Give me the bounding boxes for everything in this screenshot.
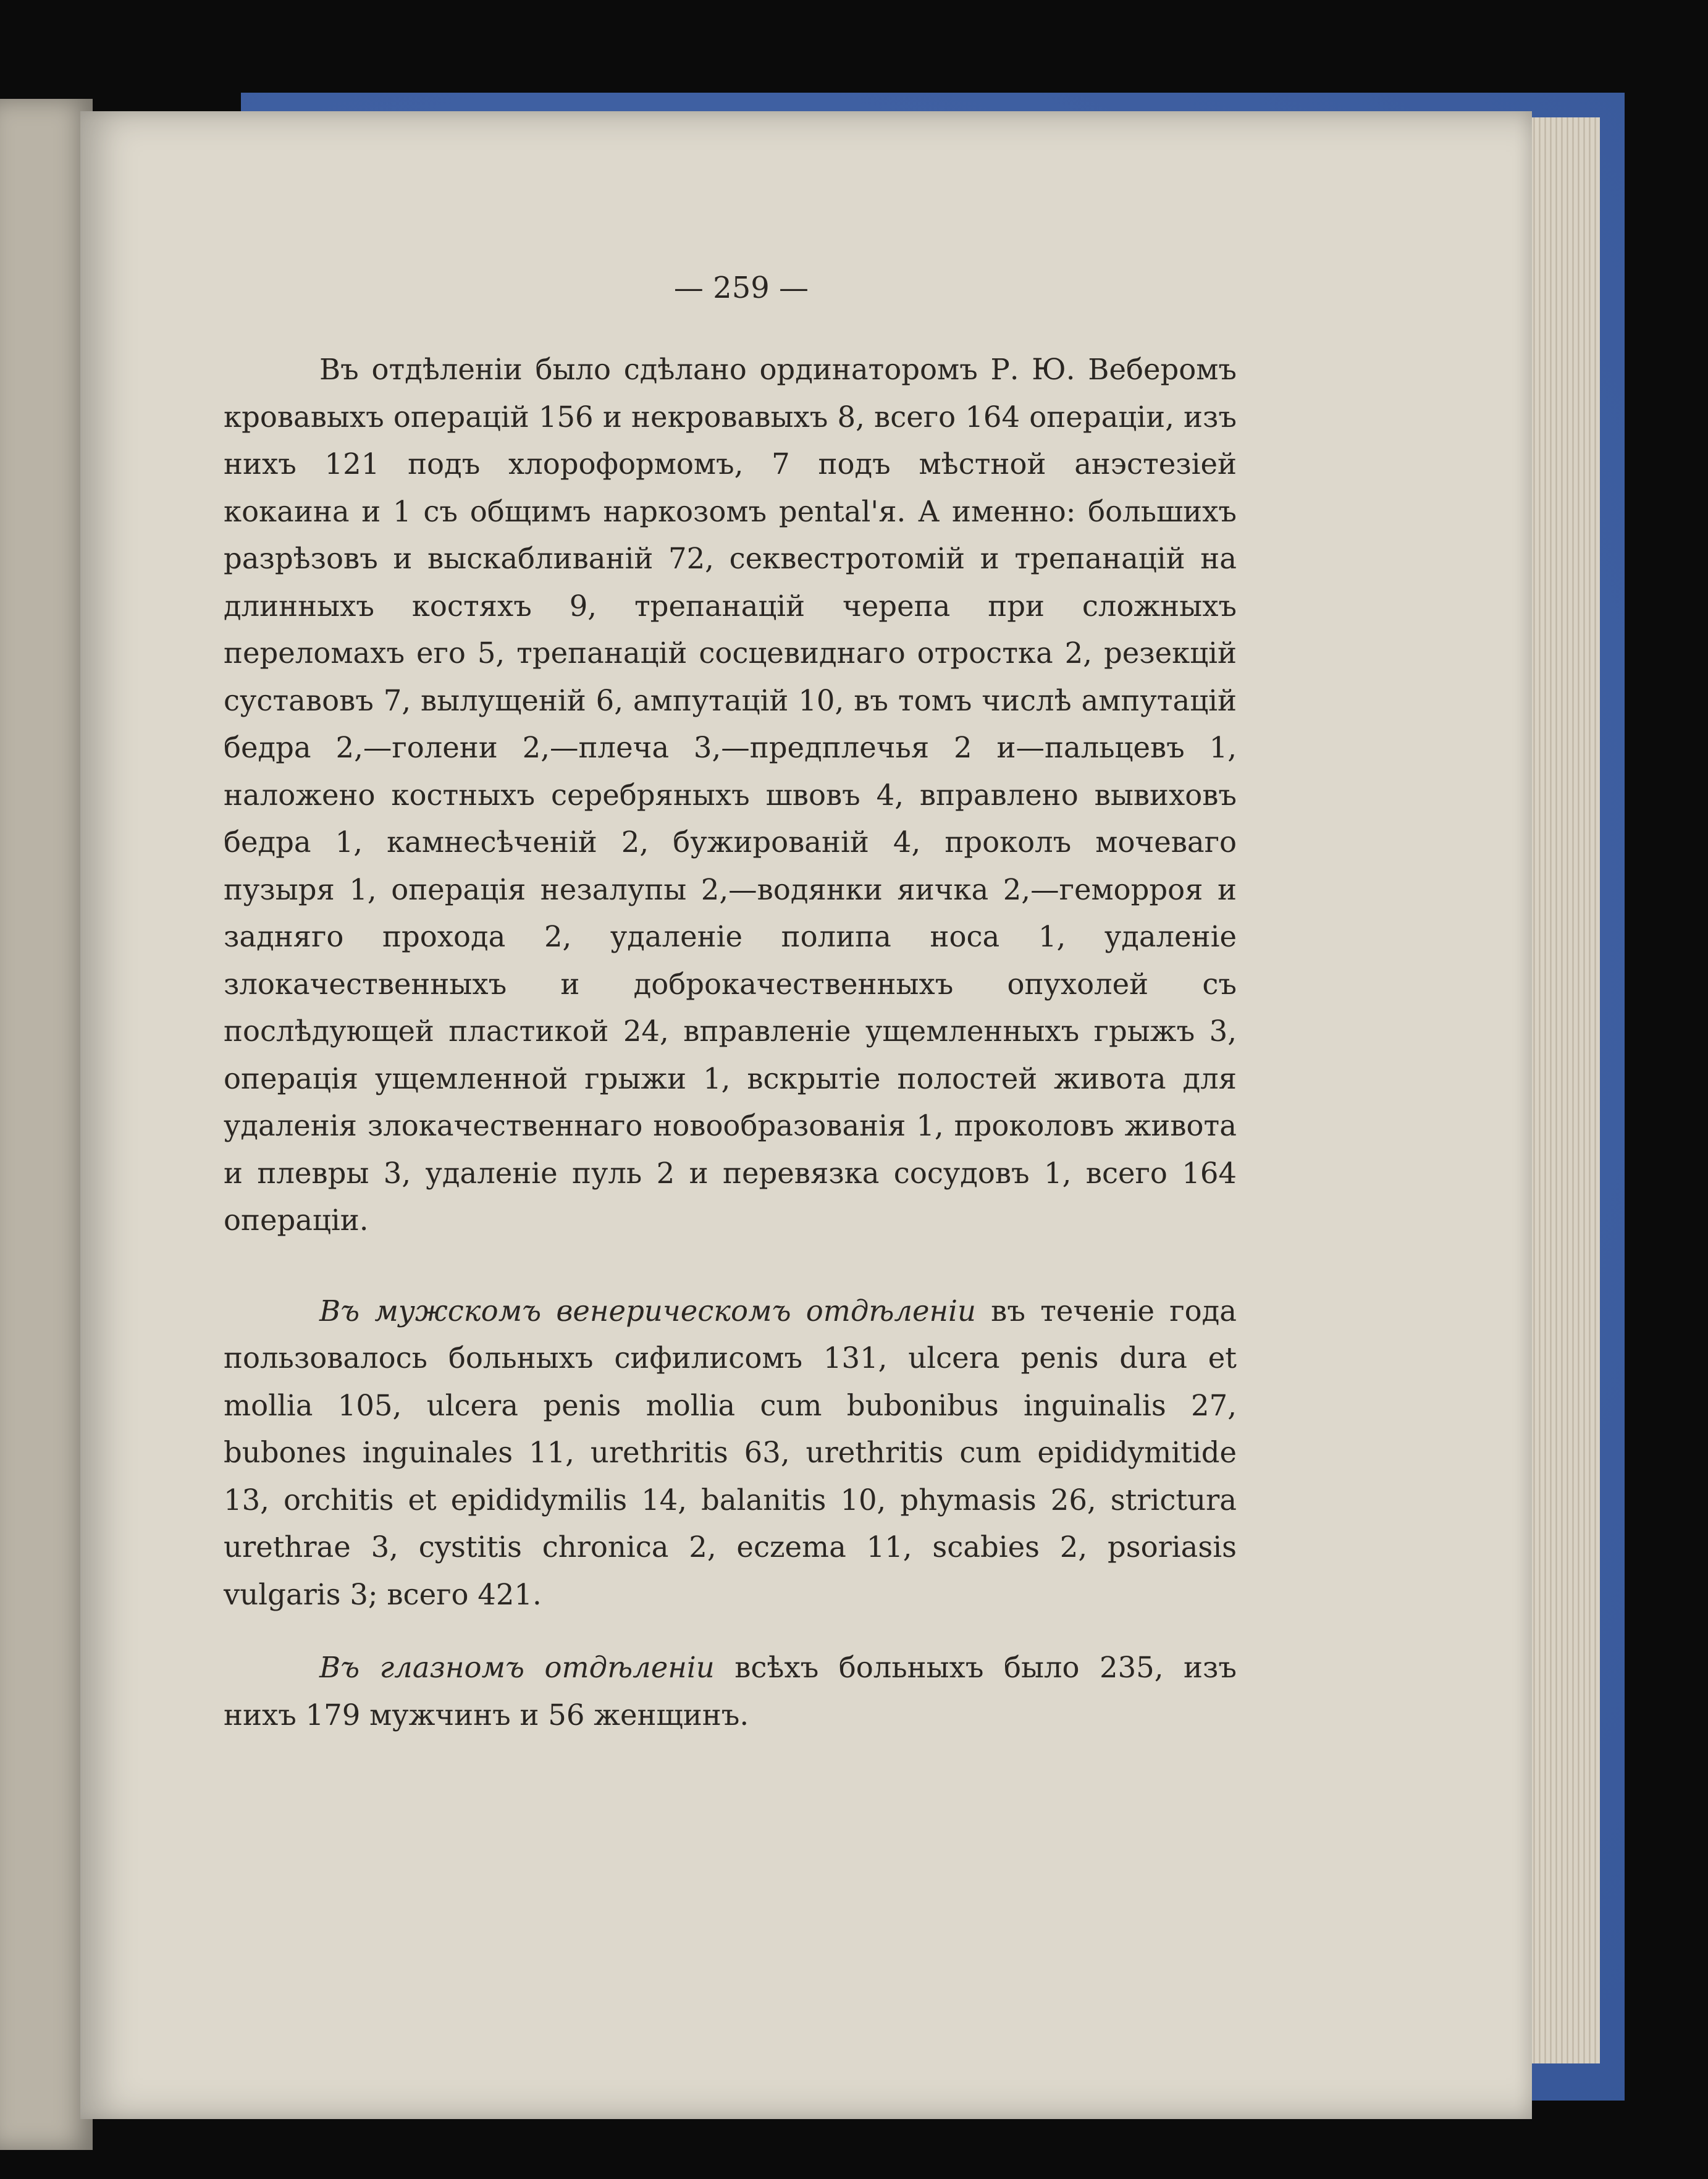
paragraph-surgery-text: Въ отдѣленіи было сдѣлано ординаторомъ Р. Ю. Веберомъ кровавыхъ операцій 156 и некровавыхъ 8, всего 164 операціи, изъ нихъ 121 подъ хлороформомъ, 7 подъ мѣстной анэстезіей кокаина и 1 съ общимъ наркозомъ pental'я. А именно: большихъ разрѣзовъ и выскабливаній 72, секвестротомій и трепанацій на длинныхъ костяхъ 9, трепанацій черепа при сложныхъ переломахъ его 5, трепанацій сосцевиднаго отростка 2, резекцій суставовъ 7, вылущеній 6, ампутацій 10, въ томъ числѣ ампутацій бедра 2,—голени 2,—плеча 3,—предплечья 2 и—пальцевъ 1, наложено костныхъ серебряныхъ швовъ 4, вправлено вывиховъ бедра 1, камнесѣченій 2, бужированій 4, проколъ мочеваго пузыря 1, операція незалупы 2,—водянки яичка 2,—геморроя и задняго прохода 2, удаленіе полипа носа 1, удаленіе злокачественныхъ и доброкачественныхъ опухолей съ послѣдующей пластикой 24, вправленіе ущемленныхъ грыжъ 3, операція ущемленной грыжи 1, вскрытіе полостей живота для удаленія злокачественнаго новообразованія 1, проколовъ живота и плевры 3, удаленіе пуль 2 и перевязка сосудовъ 1, всего 164 операціи. <box>224 353 1237 1237</box>
paragraph-venereal <box>224 1288 1237 1619</box>
paragraph-eye-heading: Въ глазномъ отдѣленіи <box>319 1651 715 1684</box>
paragraph-eye-text: всѣхъ больныхъ было 235, изъ нихъ 179 мужчинъ и 56 женщинъ. <box>224 1651 1237 1732</box>
paragraph-venereal-text: въ теченіе года пользовалось больныхъ сифилисомъ 131, ulcera penis dura et mollia 105, ulcera penis mollia cum bubonibus inguinalis 27, bubones inguinales 11, urethritis 63, urethritis cum epididymitide 13, orchitis et epididymilis 14, balanitis 10, phymasis 26, strictura urethrae 3, cystitis chronica 2, eczema 11, scabies 2, psoriasis vulgaris 3; всего 421. <box>224 1294 1237 1611</box>
page-text <box>224 346 1237 1739</box>
paragraph-eye <box>224 1644 1237 1739</box>
page-number: — 259 — <box>673 271 809 305</box>
paragraph-venereal-heading: Въ мужскомъ венерическомъ отдѣленіи <box>319 1294 976 1328</box>
facing-page-edge <box>0 99 93 2150</box>
paragraph-surgery <box>224 346 1237 1244</box>
